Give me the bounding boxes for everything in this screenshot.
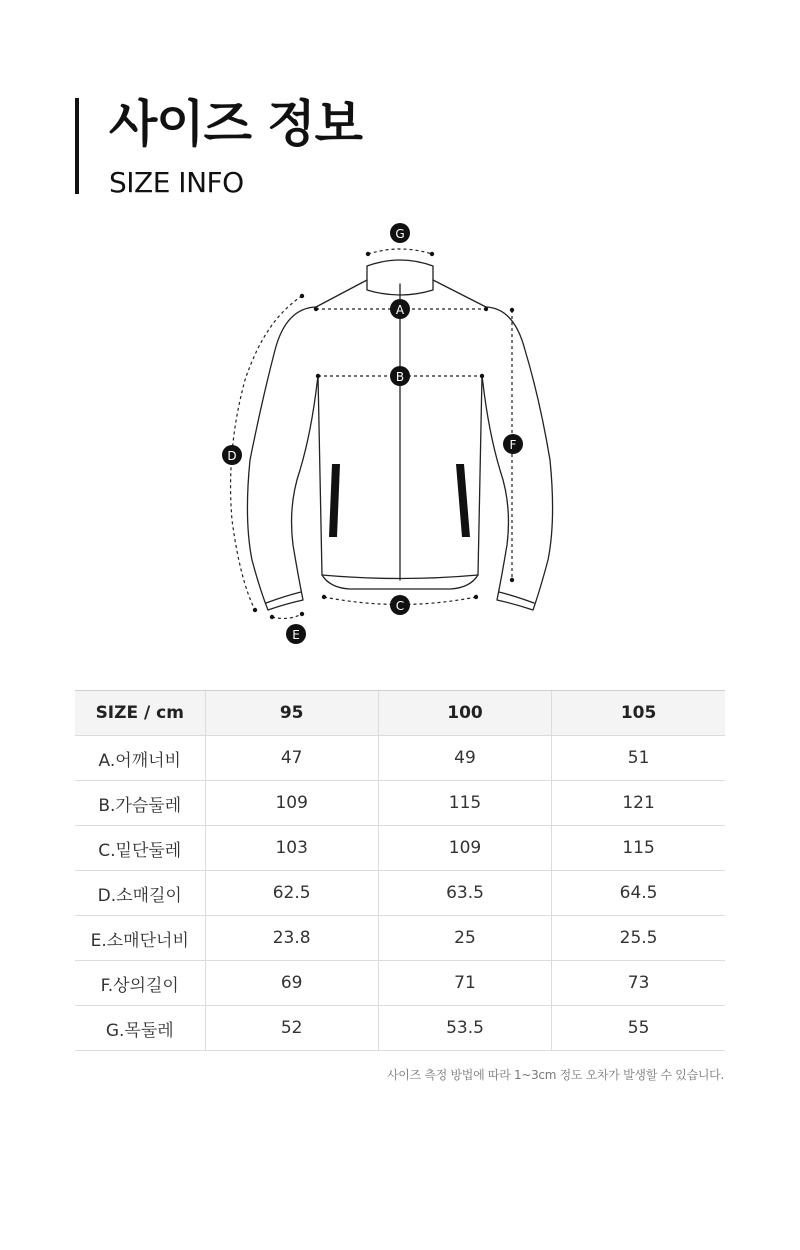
table-cell-label: A.어깨너비 <box>75 736 205 781</box>
table-header-cell: SIZE / cm <box>75 691 205 736</box>
table-row <box>75 871 725 916</box>
jacket-right-pocket <box>456 464 470 537</box>
table-cell-label: D.소매길이 <box>75 871 205 916</box>
measure-line-g <box>368 249 432 254</box>
marker-g <box>390 223 410 243</box>
svg-text:G: G <box>395 227 405 241</box>
table-cell: 109 <box>205 781 378 826</box>
svg-text:C: C <box>395 599 405 613</box>
table-header-cell: 105 <box>552 691 725 736</box>
jacket-left-sleeve <box>247 307 318 610</box>
marker-f <box>503 434 523 454</box>
table-row <box>75 781 725 826</box>
table-cell: 23.8 <box>205 916 378 961</box>
size-table <box>75 690 725 1051</box>
table-row <box>75 826 725 871</box>
svg-text:F: F <box>509 438 517 452</box>
page-subtitle: SIZE INFO <box>109 166 244 199</box>
table-row <box>75 961 725 1006</box>
table-cell: 51 <box>552 736 725 781</box>
table-cell: 63.5 <box>378 871 551 916</box>
table-cell: 52 <box>205 1006 378 1051</box>
table-cell: 47 <box>205 736 378 781</box>
jacket-measurement-diagram <box>200 215 600 650</box>
jacket-left-shoulder <box>316 280 367 307</box>
table-cell: 109 <box>378 826 551 871</box>
jacket-right-sleeve <box>482 307 553 610</box>
table-cell: 62.5 <box>205 871 378 916</box>
table-cell: 64.5 <box>552 871 725 916</box>
table-header-cell: 100 <box>378 691 551 736</box>
table-row <box>75 1006 725 1051</box>
svg-text:B: B <box>395 370 405 384</box>
table-row <box>75 916 725 961</box>
svg-text:D: D <box>227 449 237 463</box>
table-header-row <box>75 691 725 736</box>
table-cell: 73 <box>552 961 725 1006</box>
jacket-right-side <box>478 375 482 575</box>
jacket-left-side <box>318 375 322 575</box>
table-cell: 53.5 <box>378 1006 551 1051</box>
measure-line-e <box>272 614 302 618</box>
table-cell: 25 <box>378 916 551 961</box>
table-cell: 69 <box>205 961 378 1006</box>
jacket-right-shoulder <box>433 280 486 307</box>
measurement-note: 사이즈 측정 방법에 따라 1~3cm 정도 오차가 발생할 수 있습니다. <box>387 1068 724 1082</box>
table-cell: 71 <box>378 961 551 1006</box>
table-cell: 115 <box>378 781 551 826</box>
svg-text:A: A <box>395 303 405 317</box>
title-block <box>75 95 362 199</box>
marker-b <box>390 366 410 386</box>
table-cell: 115 <box>552 826 725 871</box>
table-cell-label: E.소매단너비 <box>75 916 205 961</box>
table-row <box>75 736 725 781</box>
marker-e <box>286 624 306 644</box>
marker-d <box>222 445 242 465</box>
page-title: 사이즈 정보 <box>109 95 362 153</box>
svg-text:E: E <box>292 628 300 642</box>
table-cell: 25.5 <box>552 916 725 961</box>
jacket-left-pocket <box>329 464 340 537</box>
table-cell-label: C.밑단둘레 <box>75 826 205 871</box>
table-cell: 103 <box>205 826 378 871</box>
marker-a <box>390 299 410 319</box>
table-cell: 121 <box>552 781 725 826</box>
table-header-cell: 95 <box>205 691 378 736</box>
table-cell: 49 <box>378 736 551 781</box>
table-cell-label: B.가슴둘레 <box>75 781 205 826</box>
table-cell: 55 <box>552 1006 725 1051</box>
table-cell-label: F.상의길이 <box>75 961 205 1006</box>
marker-c <box>390 595 410 615</box>
table-cell-label: G.목둘레 <box>75 1006 205 1051</box>
